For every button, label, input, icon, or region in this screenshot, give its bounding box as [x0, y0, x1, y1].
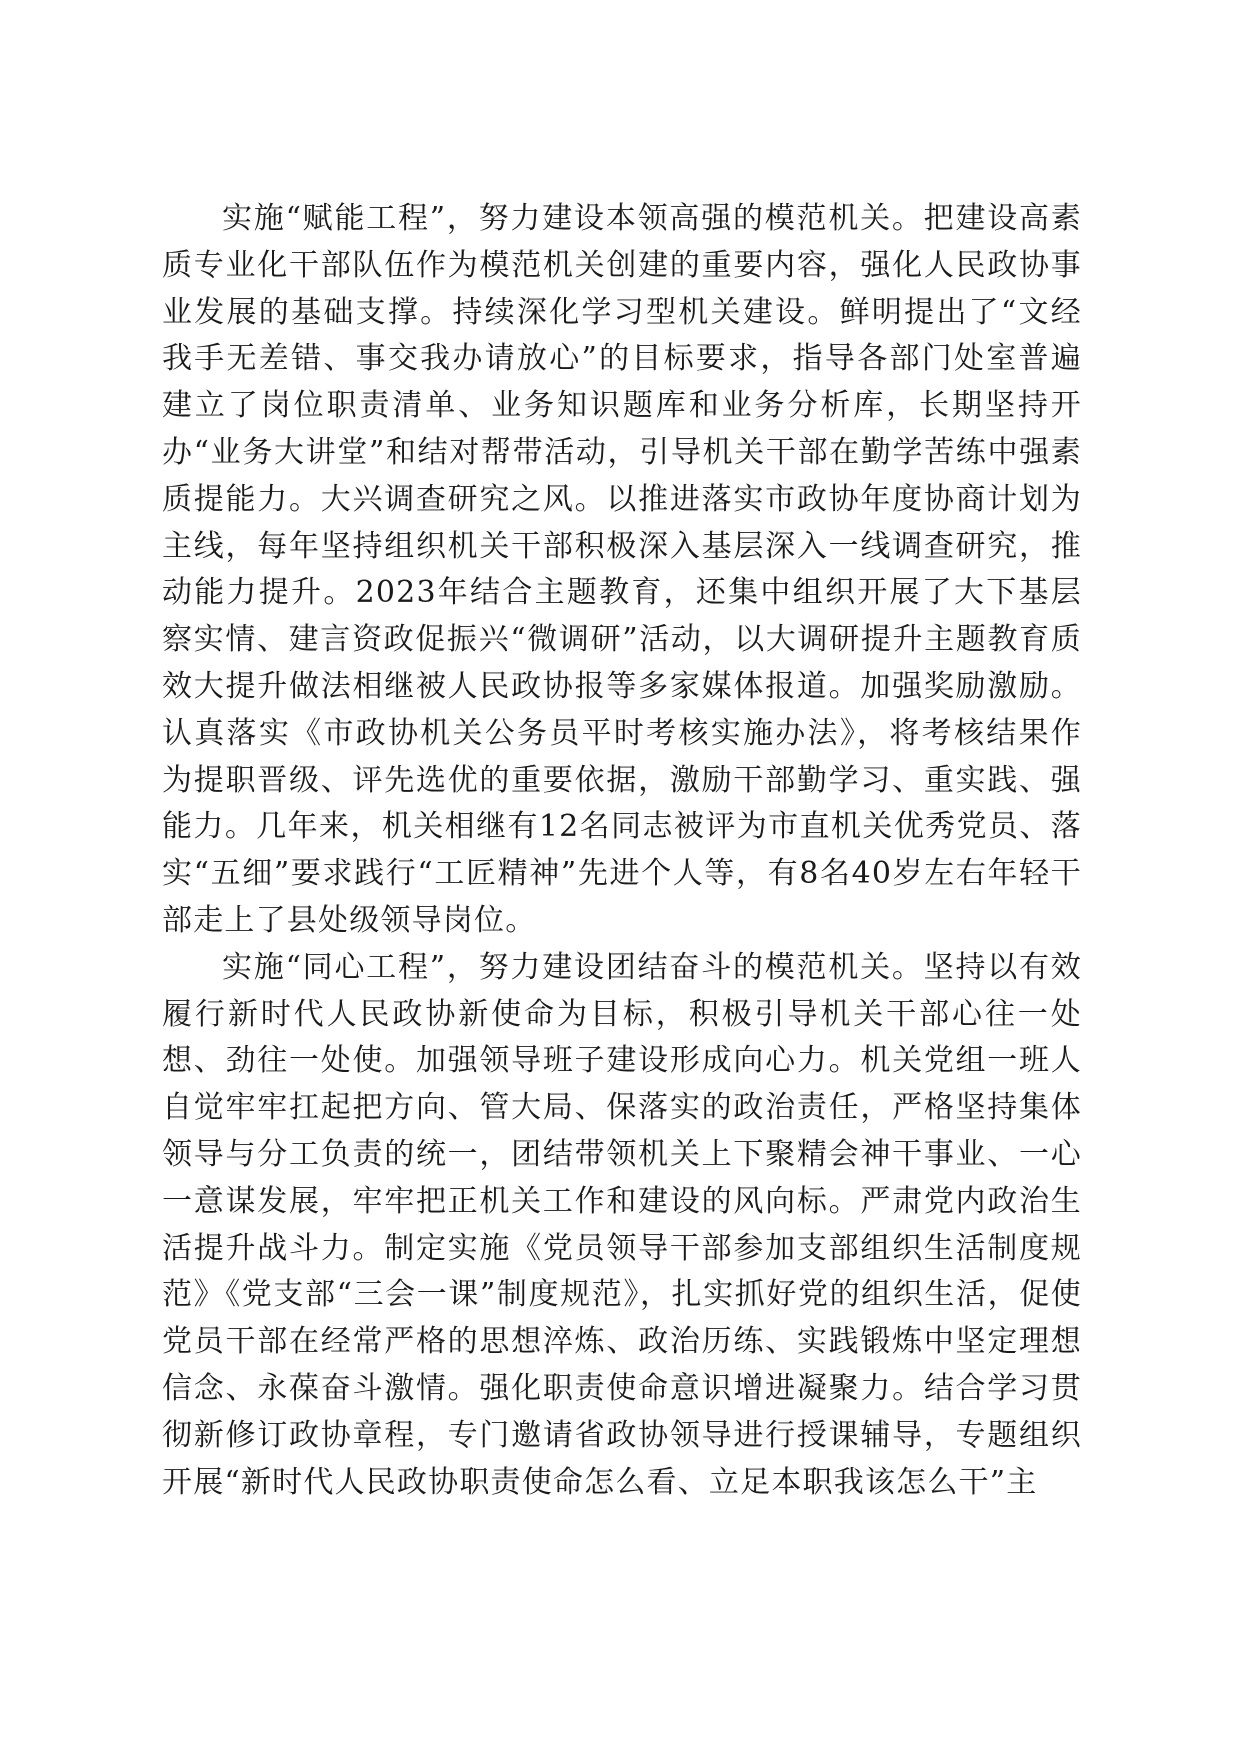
- paragraph-empowerment-project: 实施“赋能工程”，努力建设本领高强的模范机关。把建设高素质专业化干部队伍作为模范机关创建的重要内容，强化人民政协事业发展的基础支撑。持续深化学习型机关建设。鲜明提出了“文经我手无差错、事交我办请放心”的目标要求，指导各部门处室普遍建立了岗位职责清单、业务知识题库和业务分析库，长期坚持开办“业务大讲堂”和结对帮带活动，引导机关干部在勤学苦练中强素质提能力。大兴调查研究之风。以推进落实市政协年度协商计划为主线，每年坚持组织机关干部积极深入基层深入一线调查研究，推动能力提升。2023年结合主题教育，还集中组织开展了大下基层察实情、建言资政促振兴“微调研”活动，以大调研提升主题教育质效大提升做法相继被人民政协报等多家媒体报道。加强奖励激励。认真落实《市政协机关公务员平时考核实施办法》，将考核结果作为提职晋级、评先选优的重要依据，激励干部勤学习、重实践、强能力。几年来，机关相继有12名同志被评为市直机关优秀党员、落实“五细”要求践行“工匠精神”先进个人等，有8名40岁左右年轻干部走上了县处级领导岗位。: [162, 201, 1082, 938]
- paragraph-unity-project: 实施“同心工程”，努力建设团结奋斗的模范机关。坚持以有效履行新时代人民政协新使命为目标，积极引导机关干部心往一处想、劲往一处使。加强领导班子建设形成向心力。机关党组一班人自觉牢牢扛起把方向、管大局、保落实的政治责任，严格坚持集体领导与分工负责的统一，团结带领机关上下聚精会神干事业、一心一意谋发展，牢牢把正机关工作和建设的风向标。严肃党内政治生活提升战斗力。制定实施《党员领导干部参加支部组织生活制度规范》《党支部“三会一课”制度规范》，扎实抓好党的组织生活，促使党员干部在经常严格的思想淬炼、政治历练、实践锻炼中坚定理想信念、永葆奋斗激情。强化职责使命意识增进凝聚力。结合学习贯彻新修订政协章程，专门邀请省政协领导进行授课辅导，专题组织开展“新时代人民政协职责使命怎么看、立足本职我该怎么干”主: [162, 949, 1082, 1500]
- body-text: [162, 196, 1082, 1506]
